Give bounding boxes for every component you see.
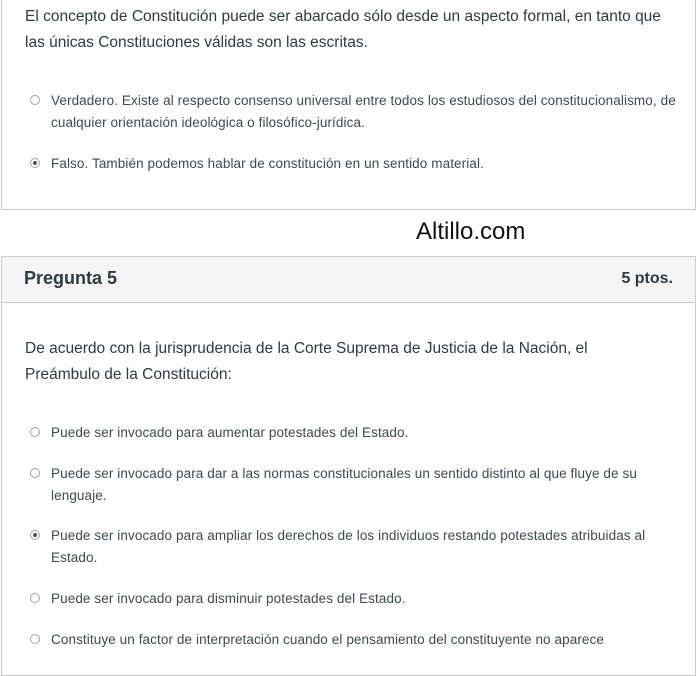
answer-label: Constituye un factor de interpretación cuando el pensamiento del constituyente no aparece bbox=[51, 632, 604, 647]
radio-button[interactable] bbox=[30, 634, 40, 644]
answer-option[interactable] bbox=[30, 153, 680, 175]
answer-label: Puede ser invocado para disminuir potestades del Estado. bbox=[51, 591, 406, 606]
answer-option[interactable] bbox=[30, 629, 680, 651]
answer-option[interactable] bbox=[30, 525, 680, 569]
answer-option[interactable] bbox=[30, 90, 680, 134]
answer-label: Verdadero. Existe al respecto consenso universal entre todos los estudiosos del constitucionalismo, de cualquier orientación ideológica o filosófico-jurídica. bbox=[51, 93, 676, 130]
previous-question-card bbox=[1, 0, 696, 210]
question-title: Pregunta 5 bbox=[24, 268, 118, 288]
question-text: El concepto de Constitución puede ser abarcado sólo desde un aspecto formal, en tanto que las únicas Constituciones válidas son las escritas. bbox=[25, 8, 661, 51]
answer-label: Puede ser invocado para ampliar los derechos de los individuos restando potestades atribuidas al Estado. bbox=[51, 528, 646, 565]
question-points: 5 ptos. bbox=[621, 270, 673, 287]
answer-label: Puede ser invocado para dar a las normas constitucionales un sentido distinto al que fluye de su lenguaje. bbox=[51, 466, 637, 503]
answer-label: Puede ser invocado para aumentar potestades del Estado. bbox=[51, 425, 409, 440]
question-5-card bbox=[1, 256, 696, 676]
question-text: De acuerdo con la jurisprudencia de la Corte Suprema de Justicia de la Nación, el Preámbulo de la Constitución: bbox=[25, 340, 588, 383]
answer-option[interactable] bbox=[30, 463, 680, 507]
answer-option[interactable] bbox=[30, 422, 680, 444]
radio-button-selected[interactable] bbox=[30, 158, 40, 168]
radio-button-selected[interactable] bbox=[30, 530, 40, 540]
question-header bbox=[2, 257, 695, 303]
answer-option[interactable] bbox=[30, 588, 680, 610]
watermark-text: Altillo.com bbox=[416, 218, 526, 245]
answer-label: Falso. También podemos hablar de constitución en un sentido material. bbox=[51, 156, 484, 171]
radio-button[interactable] bbox=[30, 95, 40, 105]
radio-button[interactable] bbox=[30, 468, 40, 478]
radio-button[interactable] bbox=[30, 427, 40, 437]
radio-button[interactable] bbox=[30, 593, 40, 603]
